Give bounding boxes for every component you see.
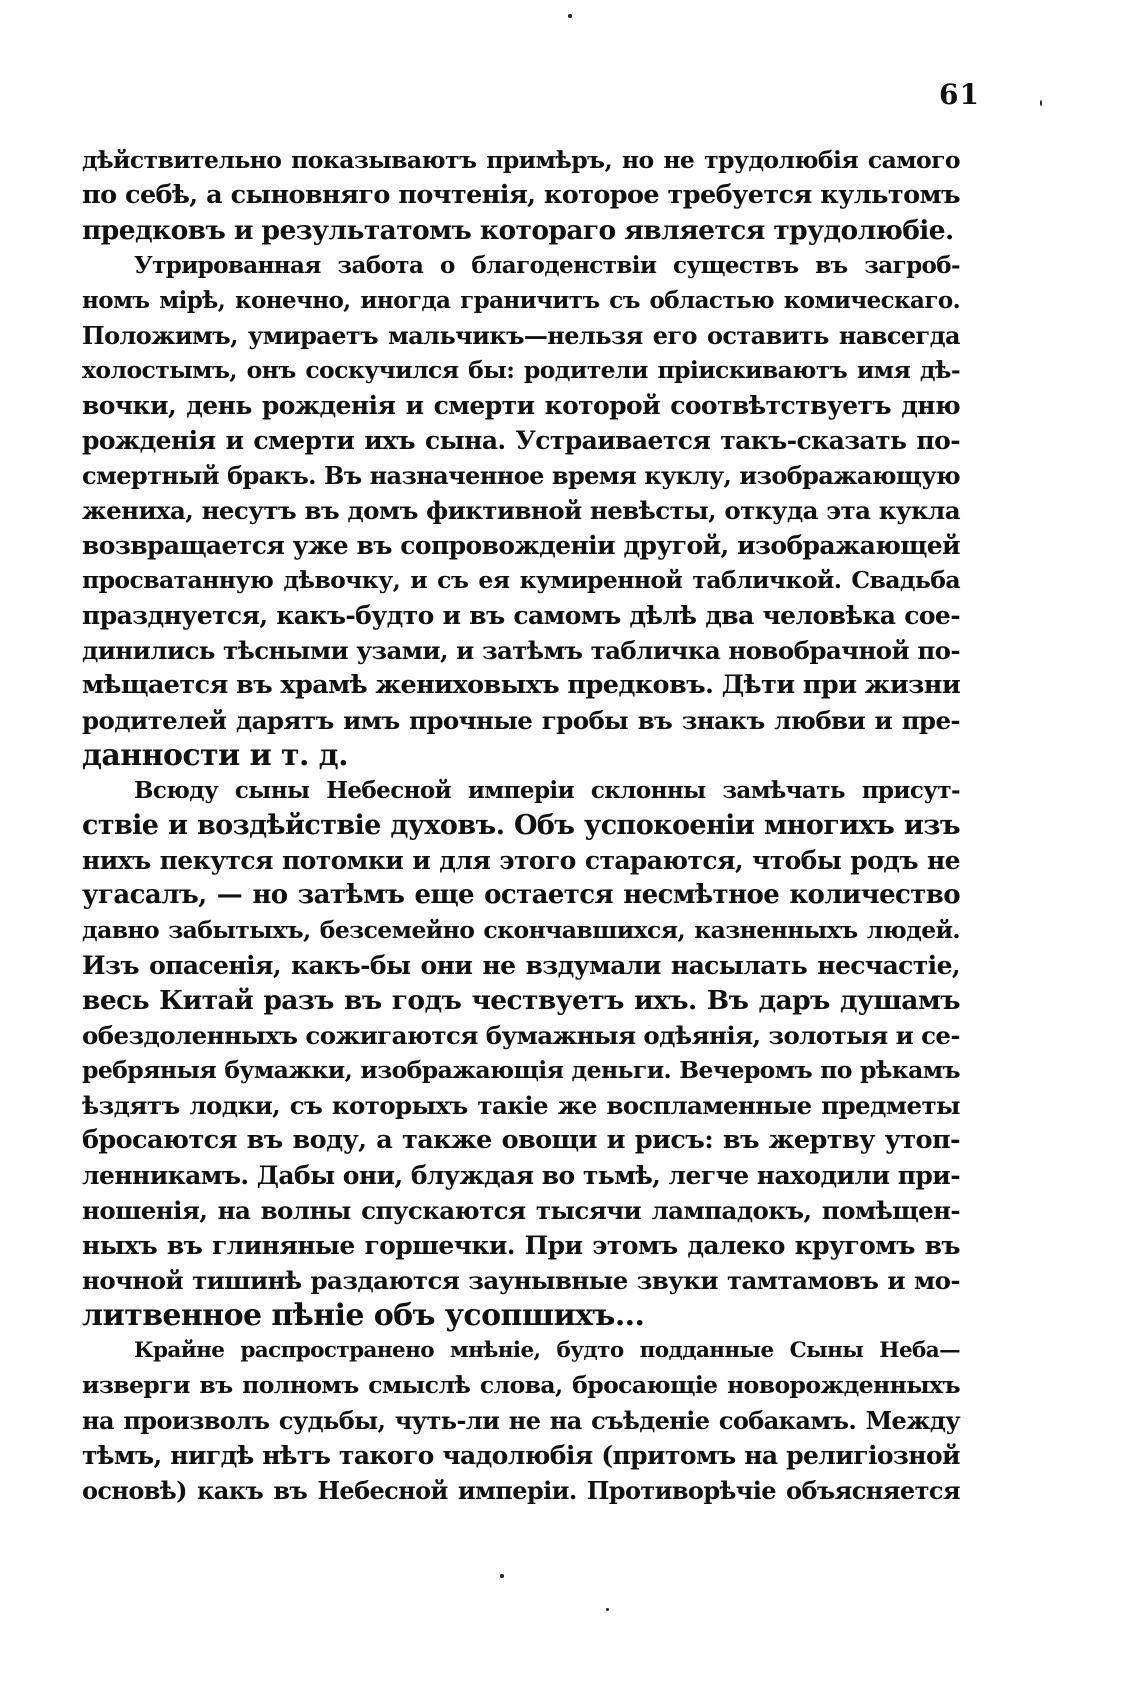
text-line: ношенія, на волны спускаются тысячи лампадокъ, помѣщен- bbox=[82, 1196, 960, 1225]
text-line: нихъ пекутся потомки и для этого стараются, чтобы родъ не bbox=[82, 846, 960, 875]
text-line: угасалъ, — но затѣмъ еще остается несмѣтное количество bbox=[82, 880, 960, 910]
text-line: по себѣ, а сыновняго почтенія, которое требуется культомъ bbox=[82, 180, 960, 210]
text-line: бросаются въ воду, а также овощи и рисъ: въ жертву утоп- bbox=[82, 1125, 960, 1155]
text-line: родителей дарятъ имъ прочные гробы въ знакъ любви и пре- bbox=[82, 706, 960, 735]
body-text bbox=[82, 143, 960, 1508]
text-line: давно забытыхъ, безсемейно скончавшихся, казненныхъ людей. bbox=[82, 916, 960, 944]
text-line: Утрированная забота о благоденствіи существъ въ загроб- bbox=[134, 252, 960, 279]
text-line: ленникамъ. Дабы они, блуждая во тьмѣ, легче находили при- bbox=[82, 1161, 960, 1190]
text-line: номъ мірѣ, конечно, иногда граничитъ съ областью комическаго. bbox=[82, 287, 960, 314]
page-number: 61 bbox=[939, 78, 980, 111]
text-line: рожденія и смерти ихъ сына. Устраивается такъ-сказать по- bbox=[82, 426, 960, 455]
paragraph-3 bbox=[82, 773, 960, 1333]
text-line: обездоленныхъ сожигаются бумажныя одѣянія, золотыя и се- bbox=[82, 1021, 960, 1050]
text-line: предковъ и результатомъ котораго является трудолюбіе. bbox=[82, 215, 954, 246]
text-line: смертный бракъ. Въ назначенное время куклу, изображающую bbox=[82, 461, 960, 490]
scan-speck bbox=[568, 14, 572, 18]
scan-speck bbox=[500, 1574, 504, 1578]
paragraph-2 bbox=[82, 248, 960, 773]
text-line: жениха, несутъ въ домъ фиктивной невѣсты, откуда эта кукла bbox=[82, 496, 960, 525]
text-line: ѣздятъ лодки, съ которыхъ такіе же воспламенные предметы bbox=[82, 1091, 960, 1120]
scan-speck bbox=[606, 1608, 609, 1611]
text-line: просватанную дѣвочку, и съ ея кумиренной табличкой. Свадьба bbox=[82, 566, 960, 594]
text-line: Изъ опасенія, какъ-бы они не вздумали насылать несчастіе, bbox=[82, 951, 960, 980]
text-line: Положимъ, умираетъ мальчикъ—нельзя его оставить навсегда bbox=[82, 321, 960, 350]
text-line: ночной тишинѣ раздаются заунывные звуки тамтамовъ и мо- bbox=[82, 1266, 960, 1295]
text-line: Всюду сыны Небесной имперіи склонны замѣчать присут- bbox=[134, 777, 960, 804]
paragraph-1 bbox=[82, 143, 960, 248]
text-line: холостымъ, онъ соскучился бы: родители пріискиваютъ имя дѣ- bbox=[82, 356, 960, 384]
text-line: основѣ) какъ въ Небесной имперіи. Противорѣчіе объясняется bbox=[82, 1476, 960, 1505]
text-line: ребряныя бумажки, изображающія деньги. Вечеромъ по рѣкамъ bbox=[82, 1056, 960, 1084]
text-line: тѣмъ, нигдѣ нѣтъ такого чадолюбія (притомъ на религіозной bbox=[82, 1441, 960, 1470]
text-line: изверги въ полномъ смыслѣ слова, бросающіе новорожденныхъ bbox=[82, 1371, 960, 1399]
text-line: ствіе и воздѣйствіе духовъ. Объ успокоеніи многихъ изъ bbox=[82, 810, 960, 841]
text-line: вочки, день рожденія и смерти которой соотвѣтствуетъ дню bbox=[82, 391, 960, 420]
text-line: Крайне распространено мнѣніе, будто подданные Сыны Неба— bbox=[134, 1338, 960, 1363]
text-line: динились тѣсными узами, и затѣмъ табличка новобрачной по- bbox=[82, 636, 960, 665]
paragraph-4 bbox=[82, 1333, 960, 1508]
text-line: мѣщается въ храмѣ жениховыхъ предковъ. Дѣти при жизни bbox=[82, 670, 961, 700]
text-line: на произволъ судьбы, чуть-ли не на съѣденіе собакамъ. Между bbox=[82, 1406, 960, 1435]
text-line: данности и т. д. bbox=[82, 738, 348, 773]
text-line: весь Китай разъ въ годъ чествуетъ ихъ. Въ даръ душамъ bbox=[82, 985, 960, 1016]
text-line: ныхъ въ глиняные горшечки. При этомъ далеко кругомъ въ bbox=[82, 1231, 960, 1260]
text-line: дѣйствительно показываютъ примѣръ, но не трудолюбія самого bbox=[82, 146, 960, 174]
text-line: празднуется, какъ-будто и въ самомъ дѣлѣ два человѣка сое- bbox=[82, 601, 960, 630]
text-line: возвращается уже въ сопровожденіи другой, изображающей bbox=[82, 531, 960, 560]
text-line: литвенное пѣніе объ усопшихъ... bbox=[82, 1298, 645, 1333]
scan-speck bbox=[1040, 100, 1042, 106]
